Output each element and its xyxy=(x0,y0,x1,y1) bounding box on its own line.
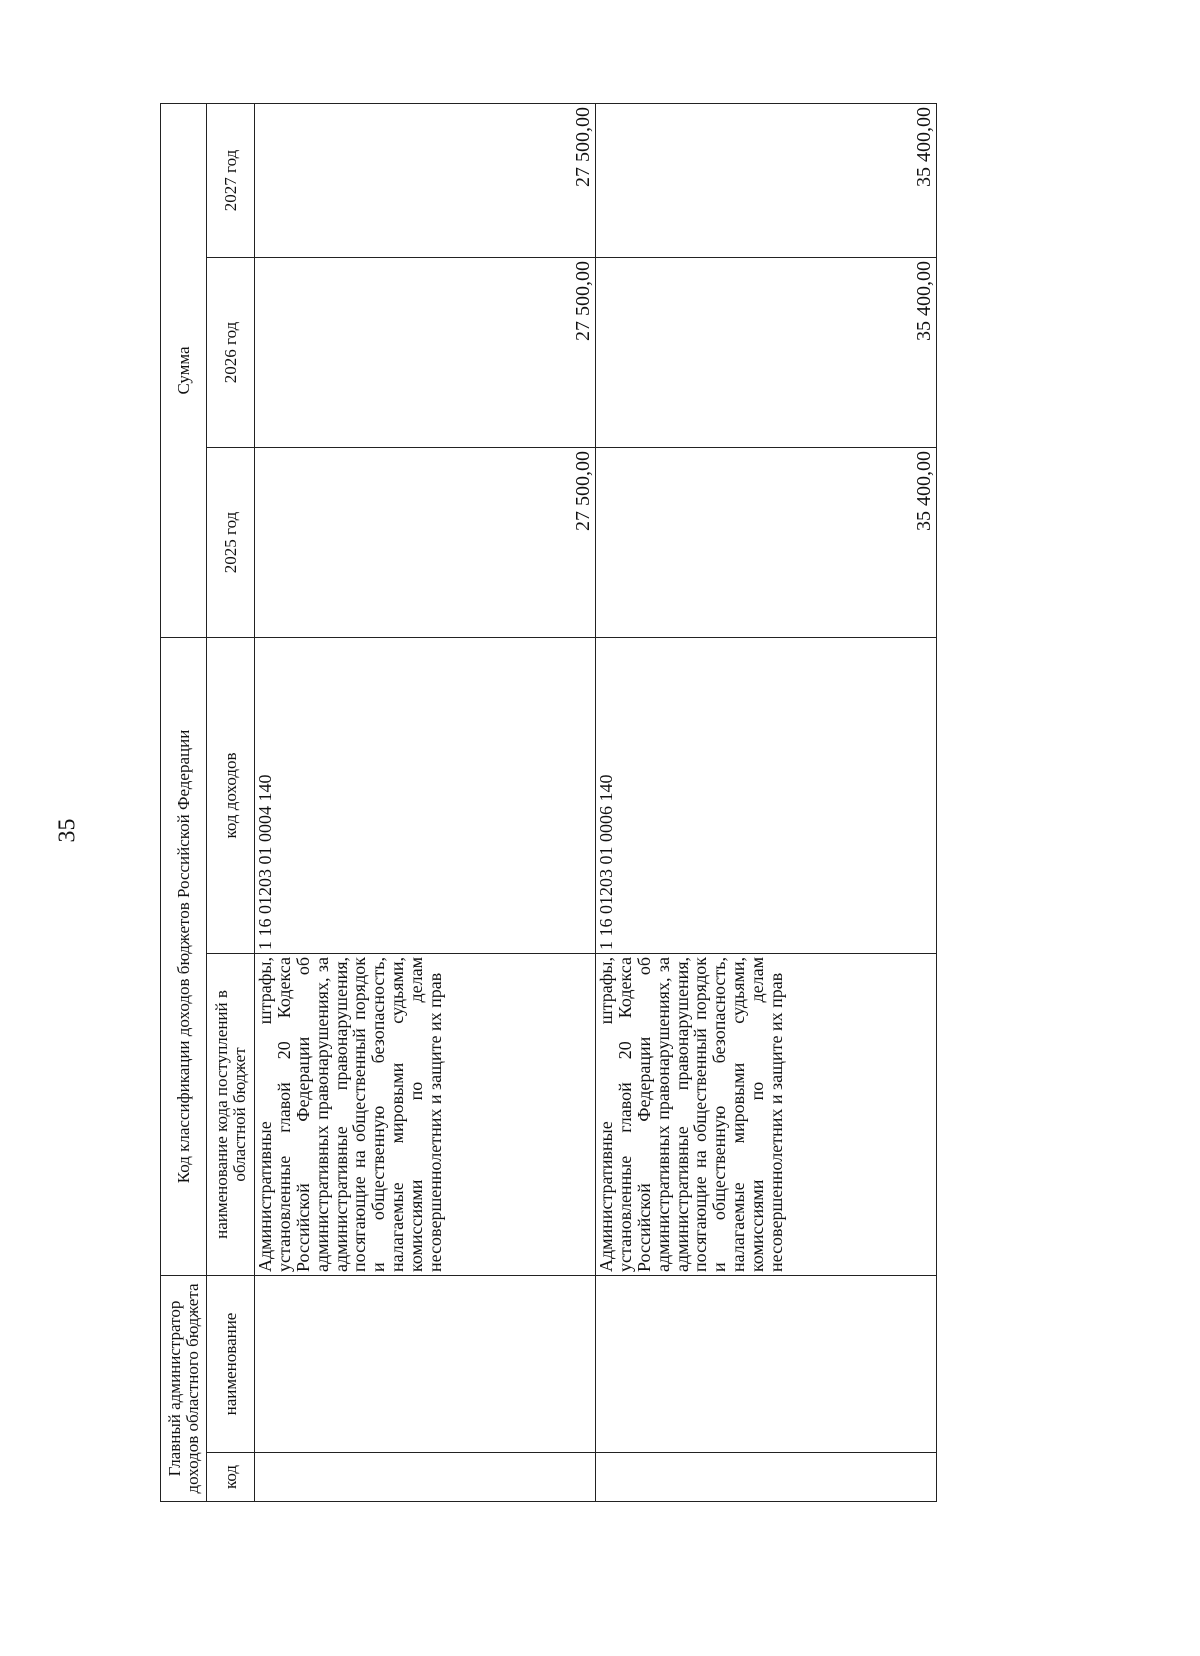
row-income-code: 1 16 01203 01 0004 140 xyxy=(255,637,596,953)
col-income-name-header: наименование кода поступлений в областной бюджет xyxy=(207,954,255,1276)
rotated-table-wrapper xyxy=(160,104,937,1502)
header-row-top xyxy=(161,103,207,1501)
row-name xyxy=(596,1276,937,1453)
row-sum-2026: 35 400,00 xyxy=(596,257,937,447)
row-sum-2025: 27 500,00 xyxy=(255,447,596,637)
row-sum-2026: 27 500,00 xyxy=(255,257,596,447)
page-number: 35 xyxy=(54,818,81,843)
row-income-code: 1 16 01203 01 0006 140 xyxy=(596,637,937,953)
admin-group-header: Главный администратор доходов областного бюджета xyxy=(161,1276,207,1502)
row-sum-2027: 35 400,00 xyxy=(596,103,937,257)
sum-group-header: Сумма xyxy=(161,103,207,637)
row-name xyxy=(255,1276,596,1453)
col-2026-header: 2026 год xyxy=(207,257,255,447)
classification-group-header: Код классификации доходов бюджетов Российской Федерации xyxy=(161,637,207,1275)
row-income-name: Административные штрафы, установленные главой 20 Кодекса Российской Федерации об административных правонарушениях, за административные правонарушения, посягающие на общественный порядок и общественную безопасность, налагаемые мировыми судьями, комиссиями по делам несовершеннолетних и защите их прав xyxy=(255,954,596,1276)
budget-income-table xyxy=(160,103,937,1502)
col-code-header: код xyxy=(207,1453,255,1502)
header-row-sub xyxy=(207,103,255,1501)
row-sum-2027: 27 500,00 xyxy=(255,103,596,257)
col-name-header: наименование xyxy=(207,1276,255,1453)
table-row xyxy=(255,103,596,1501)
row-income-name: Административные штрафы, установленные главой 20 Кодекса Российской Федерации об административных правонарушениях, за административные правонарушения, посягающие на общественный порядок и общественную безопасность, налагаемые мировыми судьями, комиссиями по делам несовершеннолетних и защите их прав xyxy=(596,954,937,1276)
col-2025-header: 2025 год xyxy=(207,447,255,637)
col-income-code-header: код доходов xyxy=(207,637,255,953)
row-code xyxy=(255,1453,596,1502)
row-code xyxy=(596,1453,937,1502)
col-2027-header: 2027 год xyxy=(207,103,255,257)
table-row xyxy=(596,103,937,1501)
row-sum-2025: 35 400,00 xyxy=(596,447,937,637)
